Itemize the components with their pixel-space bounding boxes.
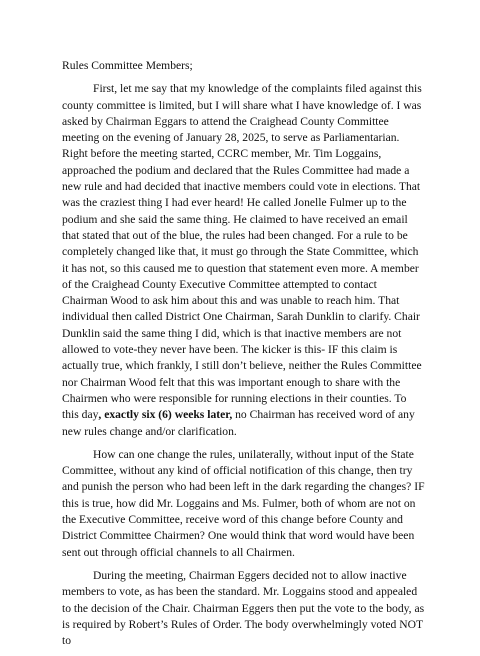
paragraph-3-text: During the meeting, Chairman Eggers decided not to allow inactive members to vote, as has been the standard. Mr. Loggains stood and appealed to the decision of the Chair. Chairman Eggers then put the vote to the body, as is required by Robert’s Rules of Order. The body overwhelmingly voted NOT to <box>62 568 425 648</box>
paragraph-1 <box>62 81 425 440</box>
paragraph-1-text: First, let me say that my knowledge of the complaints filed against this county committee is limited, but I will share what I have knowledge of. I was asked by Chairman Eggars to attend the Craighead County Committee meeting on the evening of January 28, 2025, to serve as Parliamentarian. Right before the meeting started, CCRC member, Mr. Tim Loggains, approached the podium and declared that the Rules Committee had made a new rule and had decided that inactive members could vote in elections. That was the craziest thing I had ever heard! He called Jonelle Fulmer up to the podium and she said the same thing. He claimed to have received an email that stated that out of the blue, the rules had been changed. For a rule to be completely changed like that, it must go through the State Committee, which it has not, so this caused me to question that statement even more. A member of the Craighead County Executive Committee attempted to contact Chairman Wood to ask him about this and was unable to reach him. That individual then called District One Chairman, Sarah Dunklin to clarify. Chair Dunklin said the same thing I did, which is that inactive members are not allowed to vote-they never have been. The kicker is this- IF this claim is actually true, which frankly, I still don’t believe, neither the Rules Committee nor Chairman Wood felt that this was important enough to share with the Chairmen who were responsible for running elections in their counties. To this day <box>62 82 422 422</box>
paragraph-2-text: How can one change the rules, unilaterally, without input of the State Committee, without any kind of official notification of this change, then try and punish the person who had been left in the dark regarding the changes? IF this is true, how did Mr. Loggains and Ms. Fulmer, both of whom are not on the Executive Committee, receive word of this change before County and District Committee Chairmen? One would think that word would have been sent out through official channels to all Chairmen. <box>62 447 425 559</box>
paragraph-3 <box>62 568 425 649</box>
paragraph-2 <box>62 447 425 561</box>
salutation: Rules Committee Members; <box>62 59 193 72</box>
letter-body <box>62 58 425 656</box>
paragraph-1-bold-text: , exactly six (6) weeks later, <box>98 408 233 422</box>
paragraph-1-text-end: no Chairman has received word of any new rules change and/or clarification. <box>62 408 415 438</box>
